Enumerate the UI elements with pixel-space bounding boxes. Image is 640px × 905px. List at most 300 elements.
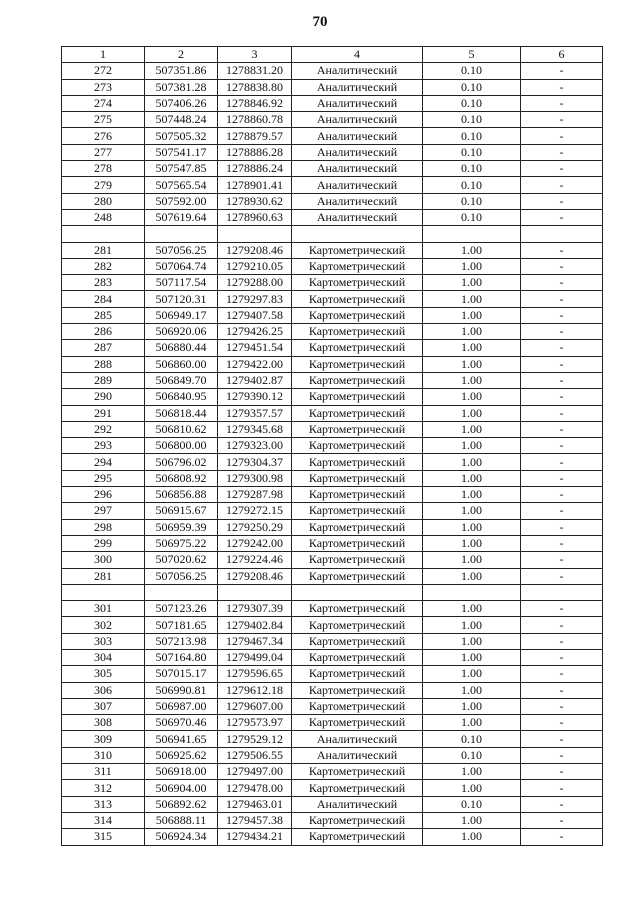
table-row: [62, 470, 603, 486]
table-cell: Аналитический: [292, 112, 423, 128]
table-cell: Картометрический: [292, 454, 423, 470]
table-cell: 1279529.12: [218, 731, 292, 747]
header-cell: 6: [521, 47, 603, 63]
table-cell: 0.10: [423, 796, 521, 812]
table-cell: 314: [62, 812, 145, 828]
table-cell: 1279451.54: [218, 340, 292, 356]
table-cell: 507056.25: [145, 568, 218, 584]
header-cell: 3: [218, 47, 292, 63]
table-cell: 507120.31: [145, 291, 218, 307]
table-cell: 1279307.39: [218, 601, 292, 617]
table-cell: Картометрический: [292, 682, 423, 698]
table-cell: Аналитический: [292, 128, 423, 144]
table-cell: -: [521, 535, 603, 551]
table-cell: 312: [62, 780, 145, 796]
table-cell: -: [521, 780, 603, 796]
table-cell: -: [521, 161, 603, 177]
table-cell: Аналитический: [292, 177, 423, 193]
table-cell: -: [521, 715, 603, 731]
table-cell: 299: [62, 535, 145, 551]
table-cell: 1.00: [423, 812, 521, 828]
table-row: [62, 258, 603, 274]
table-cell: 310: [62, 747, 145, 763]
table-cell: [62, 584, 145, 600]
table-cell: 1.00: [423, 340, 521, 356]
table-cell: 1279287.98: [218, 487, 292, 503]
table-cell: Картометрический: [292, 421, 423, 437]
table-cell: 1.00: [423, 698, 521, 714]
coordinates-table: [61, 46, 603, 846]
table-cell: Аналитический: [292, 193, 423, 209]
table-cell: [423, 584, 521, 600]
table-row: [62, 519, 603, 535]
table-cell: 1279402.84: [218, 617, 292, 633]
table-cell: -: [521, 340, 603, 356]
table-cell: 0.10: [423, 79, 521, 95]
header-row: [62, 47, 603, 63]
table-row: [62, 144, 603, 160]
table-cell: 1.00: [423, 275, 521, 291]
table-cell: Картометрический: [292, 242, 423, 258]
table-cell: 507406.26: [145, 95, 218, 111]
table-cell: 1279573.97: [218, 715, 292, 731]
header-cell: 1: [62, 47, 145, 63]
table-cell: 1.00: [423, 242, 521, 258]
table-cell: 280: [62, 193, 145, 209]
table-cell: 507565.54: [145, 177, 218, 193]
table-cell: 1.00: [423, 438, 521, 454]
table-cell: 1.00: [423, 421, 521, 437]
table-cell: 506808.92: [145, 470, 218, 486]
table-cell: -: [521, 356, 603, 372]
table-cell: Аналитический: [292, 796, 423, 812]
table-cell: 506892.62: [145, 796, 218, 812]
table-cell: -: [521, 291, 603, 307]
table-row: [62, 601, 603, 617]
table-cell: 1279208.46: [218, 242, 292, 258]
table-cell: -: [521, 144, 603, 160]
table-cell: -: [521, 405, 603, 421]
table-cell: Картометрический: [292, 275, 423, 291]
table-cell: 507547.85: [145, 161, 218, 177]
table-cell: 1.00: [423, 324, 521, 340]
table-cell: 507117.54: [145, 275, 218, 291]
table-cell: -: [521, 79, 603, 95]
table-cell: Аналитический: [292, 95, 423, 111]
table-cell: -: [521, 389, 603, 405]
table-cell: 506796.02: [145, 454, 218, 470]
table-cell: -: [521, 258, 603, 274]
table-cell: Картометрический: [292, 666, 423, 682]
table-cell: 276: [62, 128, 145, 144]
table-cell: 507064.74: [145, 258, 218, 274]
table-cell: Аналитический: [292, 747, 423, 763]
table-cell: 286: [62, 324, 145, 340]
table-cell: Картометрический: [292, 438, 423, 454]
table-cell: Картометрический: [292, 307, 423, 323]
table-row: [62, 829, 603, 845]
table-cell: -: [521, 128, 603, 144]
table-cell: 289: [62, 372, 145, 388]
table-cell: Аналитический: [292, 79, 423, 95]
table-cell: 1278960.63: [218, 209, 292, 225]
table-cell: 0.10: [423, 209, 521, 225]
table-cell: 1.00: [423, 780, 521, 796]
table-cell: 1.00: [423, 454, 521, 470]
table-cell: 291: [62, 405, 145, 421]
table-cell: -: [521, 275, 603, 291]
table-cell: 1278886.24: [218, 161, 292, 177]
table-cell: Картометрический: [292, 552, 423, 568]
table-cell: [292, 226, 423, 242]
page-number: 70: [312, 14, 328, 30]
table-cell: 303: [62, 633, 145, 649]
table-cell: 1279272.15: [218, 503, 292, 519]
table-cell: 1279345.68: [218, 421, 292, 437]
table-cell: -: [521, 649, 603, 665]
table-cell: 290: [62, 389, 145, 405]
table-cell: 1.00: [423, 601, 521, 617]
table-cell: Картометрический: [292, 372, 423, 388]
table-cell: 295: [62, 470, 145, 486]
table-row: [62, 812, 603, 828]
table-row: [62, 242, 603, 258]
table-cell: Картометрический: [292, 356, 423, 372]
table-cell: 507381.28: [145, 79, 218, 95]
table-row: [62, 682, 603, 698]
table-cell: Картометрический: [292, 519, 423, 535]
table-cell: -: [521, 747, 603, 763]
table-cell: 287: [62, 340, 145, 356]
table-header: [62, 47, 603, 63]
table-cell: 1279467.34: [218, 633, 292, 649]
table-cell: 506990.81: [145, 682, 218, 698]
table-cell: [521, 584, 603, 600]
table-cell: 506800.00: [145, 438, 218, 454]
table-cell: 1.00: [423, 356, 521, 372]
table-cell: -: [521, 552, 603, 568]
table-cell: -: [521, 95, 603, 111]
table-cell: 1279612.18: [218, 682, 292, 698]
table-cell: 506856.88: [145, 487, 218, 503]
table-cell: Аналитический: [292, 209, 423, 225]
table-row: [62, 161, 603, 177]
table-cell: Картометрический: [292, 764, 423, 780]
table-cell: 1279434.21: [218, 829, 292, 845]
table-cell: 506949.17: [145, 307, 218, 323]
table-cell: 1279607.00: [218, 698, 292, 714]
table-cell: 1279242.00: [218, 535, 292, 551]
table-cell: 1.00: [423, 389, 521, 405]
table-cell: 0.10: [423, 144, 521, 160]
table-cell: 277: [62, 144, 145, 160]
table-row: [62, 340, 603, 356]
table-cell: Аналитический: [292, 63, 423, 79]
table-cell: 506888.11: [145, 812, 218, 828]
table-cell: 1279426.25: [218, 324, 292, 340]
table-cell: 1279422.00: [218, 356, 292, 372]
table-cell: -: [521, 177, 603, 193]
table-row: [62, 552, 603, 568]
table-row: [62, 487, 603, 503]
table-cell: 507541.17: [145, 144, 218, 160]
table-cell: 1.00: [423, 715, 521, 731]
table-cell: 1.00: [423, 503, 521, 519]
table-cell: 1279323.00: [218, 438, 292, 454]
table-cell: 1279506.55: [218, 747, 292, 763]
table-cell: 1278886.28: [218, 144, 292, 160]
table-cell: -: [521, 519, 603, 535]
table-cell: -: [521, 698, 603, 714]
table-cell: 1.00: [423, 291, 521, 307]
table-cell: 294: [62, 454, 145, 470]
table-cell: 1278930.62: [218, 193, 292, 209]
table-cell: 507020.62: [145, 552, 218, 568]
table-cell: Картометрический: [292, 487, 423, 503]
table-cell: Картометрический: [292, 340, 423, 356]
table-cell: 506860.00: [145, 356, 218, 372]
table-cell: 1279463.01: [218, 796, 292, 812]
table-cell: 297: [62, 503, 145, 519]
table-cell: Аналитический: [292, 731, 423, 747]
table-cell: 1.00: [423, 568, 521, 584]
table-cell: 301: [62, 601, 145, 617]
table-cell: 1279478.00: [218, 780, 292, 796]
table-cell: 1279300.98: [218, 470, 292, 486]
table-cell: 506915.67: [145, 503, 218, 519]
table-cell: 1.00: [423, 617, 521, 633]
table-cell: 1279208.46: [218, 568, 292, 584]
table-cell: 304: [62, 649, 145, 665]
table-cell: -: [521, 812, 603, 828]
table-cell: Картометрический: [292, 258, 423, 274]
table-cell: [145, 584, 218, 600]
table-row: [62, 324, 603, 340]
table-cell: Картометрический: [292, 389, 423, 405]
table-cell: 1278831.20: [218, 63, 292, 79]
table-cell: 313: [62, 796, 145, 812]
table-cell: 506987.00: [145, 698, 218, 714]
table-cell: 1279497.00: [218, 764, 292, 780]
table-body: [62, 63, 603, 845]
table-cell: 1279304.37: [218, 454, 292, 470]
table-cell: Картометрический: [292, 470, 423, 486]
table-cell: 1.00: [423, 649, 521, 665]
table-cell: 507505.32: [145, 128, 218, 144]
table-cell: -: [521, 454, 603, 470]
table-cell: 506849.70: [145, 372, 218, 388]
table-cell: 506880.44: [145, 340, 218, 356]
table-cell: 507164.80: [145, 649, 218, 665]
table-cell: 1.00: [423, 405, 521, 421]
table-row: [62, 666, 603, 682]
header-cell: 4: [292, 47, 423, 63]
table-cell: 281: [62, 568, 145, 584]
table-cell: 292: [62, 421, 145, 437]
table-cell: Картометрический: [292, 780, 423, 796]
table-cell: -: [521, 503, 603, 519]
table-cell: -: [521, 796, 603, 812]
table-cell: [218, 584, 292, 600]
table-cell: Картометрический: [292, 715, 423, 731]
table-cell: 1279224.46: [218, 552, 292, 568]
table-row: [62, 275, 603, 291]
table-row: [62, 438, 603, 454]
table-cell: Картометрический: [292, 568, 423, 584]
table-cell: [62, 226, 145, 242]
table-cell: 1.00: [423, 487, 521, 503]
table-cell: 506904.00: [145, 780, 218, 796]
table-cell: 1.00: [423, 829, 521, 845]
table-row: [62, 633, 603, 649]
table-row: [62, 128, 603, 144]
table-cell: 315: [62, 829, 145, 845]
table-cell: -: [521, 601, 603, 617]
table-cell: [423, 226, 521, 242]
table-cell: Картометрический: [292, 633, 423, 649]
table-cell: 506959.39: [145, 519, 218, 535]
table-cell: 1.00: [423, 307, 521, 323]
table-cell: 283: [62, 275, 145, 291]
table-cell: 0.10: [423, 193, 521, 209]
table-cell: 1279390.12: [218, 389, 292, 405]
table-cell: 0.10: [423, 112, 521, 128]
table-row: [62, 112, 603, 128]
table-cell: 1278901.41: [218, 177, 292, 193]
table-row: [62, 63, 603, 79]
table-cell: Картометрический: [292, 649, 423, 665]
table-cell: Картометрический: [292, 324, 423, 340]
table-cell: 285: [62, 307, 145, 323]
table-row: [62, 209, 603, 225]
table-cell: 506924.34: [145, 829, 218, 845]
table-cell: 308: [62, 715, 145, 731]
table-cell: 1.00: [423, 372, 521, 388]
table-cell: 293: [62, 438, 145, 454]
table-row: [62, 421, 603, 437]
table-row: [62, 307, 603, 323]
table-cell: -: [521, 568, 603, 584]
table-cell: [292, 584, 423, 600]
table-cell: 0.10: [423, 128, 521, 144]
table-cell: 507213.98: [145, 633, 218, 649]
table-cell: 506975.22: [145, 535, 218, 551]
table-cell: -: [521, 324, 603, 340]
table-row: [62, 731, 603, 747]
table-cell: [521, 226, 603, 242]
table-cell: 507351.86: [145, 63, 218, 79]
spacer-row: [62, 584, 603, 600]
table-cell: -: [521, 209, 603, 225]
table-cell: 1279407.58: [218, 307, 292, 323]
table-cell: 248: [62, 209, 145, 225]
table-cell: 1278860.78: [218, 112, 292, 128]
table-cell: 0.10: [423, 177, 521, 193]
table-row: [62, 568, 603, 584]
table-cell: Картометрический: [292, 812, 423, 828]
table-cell: 1.00: [423, 552, 521, 568]
table-cell: 272: [62, 63, 145, 79]
table-row: [62, 747, 603, 763]
table-cell: 507619.64: [145, 209, 218, 225]
table-cell: -: [521, 666, 603, 682]
table-row: [62, 454, 603, 470]
table-cell: 506941.65: [145, 731, 218, 747]
table-cell: -: [521, 470, 603, 486]
table-row: [62, 389, 603, 405]
table-cell: Картометрический: [292, 405, 423, 421]
table-row: [62, 177, 603, 193]
table-cell: -: [521, 307, 603, 323]
table-row: [62, 715, 603, 731]
table-cell: 1278838.80: [218, 79, 292, 95]
table-cell: Картометрический: [292, 617, 423, 633]
table-cell: 278: [62, 161, 145, 177]
table-cell: 275: [62, 112, 145, 128]
table-cell: 1279250.29: [218, 519, 292, 535]
table-cell: 506918.00: [145, 764, 218, 780]
table-row: [62, 79, 603, 95]
table-cell: 1.00: [423, 764, 521, 780]
table-cell: 506925.62: [145, 747, 218, 763]
table-cell: 1279210.05: [218, 258, 292, 274]
table-row: [62, 95, 603, 111]
table-cell: 296: [62, 487, 145, 503]
table-cell: -: [521, 438, 603, 454]
table-cell: Картометрический: [292, 535, 423, 551]
table-cell: 1.00: [423, 535, 521, 551]
table-cell: 309: [62, 731, 145, 747]
table-cell: -: [521, 764, 603, 780]
table-row: [62, 356, 603, 372]
table-cell: -: [521, 193, 603, 209]
table-cell: 0.10: [423, 63, 521, 79]
table-cell: 507123.26: [145, 601, 218, 617]
table-cell: -: [521, 487, 603, 503]
table-cell: 506818.44: [145, 405, 218, 421]
table-cell: 1279288.00: [218, 275, 292, 291]
table-cell: 1279596.65: [218, 666, 292, 682]
table-cell: -: [521, 242, 603, 258]
table-cell: -: [521, 617, 603, 633]
table-cell: 1279499.04: [218, 649, 292, 665]
table-cell: 1279297.83: [218, 291, 292, 307]
table-cell: 302: [62, 617, 145, 633]
table-cell: 0.10: [423, 161, 521, 177]
table-row: [62, 617, 603, 633]
table-row: [62, 764, 603, 780]
table-cell: 506840.95: [145, 389, 218, 405]
table-cell: 288: [62, 356, 145, 372]
table-row: [62, 291, 603, 307]
table-cell: 298: [62, 519, 145, 535]
table-cell: -: [521, 682, 603, 698]
table-row: [62, 649, 603, 665]
table-cell: 0.10: [423, 747, 521, 763]
table-cell: -: [521, 633, 603, 649]
table-row: [62, 535, 603, 551]
table-cell: 1279402.87: [218, 372, 292, 388]
table-cell: 284: [62, 291, 145, 307]
table-cell: 1.00: [423, 682, 521, 698]
table-cell: 507056.25: [145, 242, 218, 258]
table-cell: 1.00: [423, 666, 521, 682]
table-cell: Картометрический: [292, 829, 423, 845]
spacer-row: [62, 226, 603, 242]
table-cell: 1279357.57: [218, 405, 292, 421]
header-cell: 5: [423, 47, 521, 63]
table-cell: Картометрический: [292, 503, 423, 519]
